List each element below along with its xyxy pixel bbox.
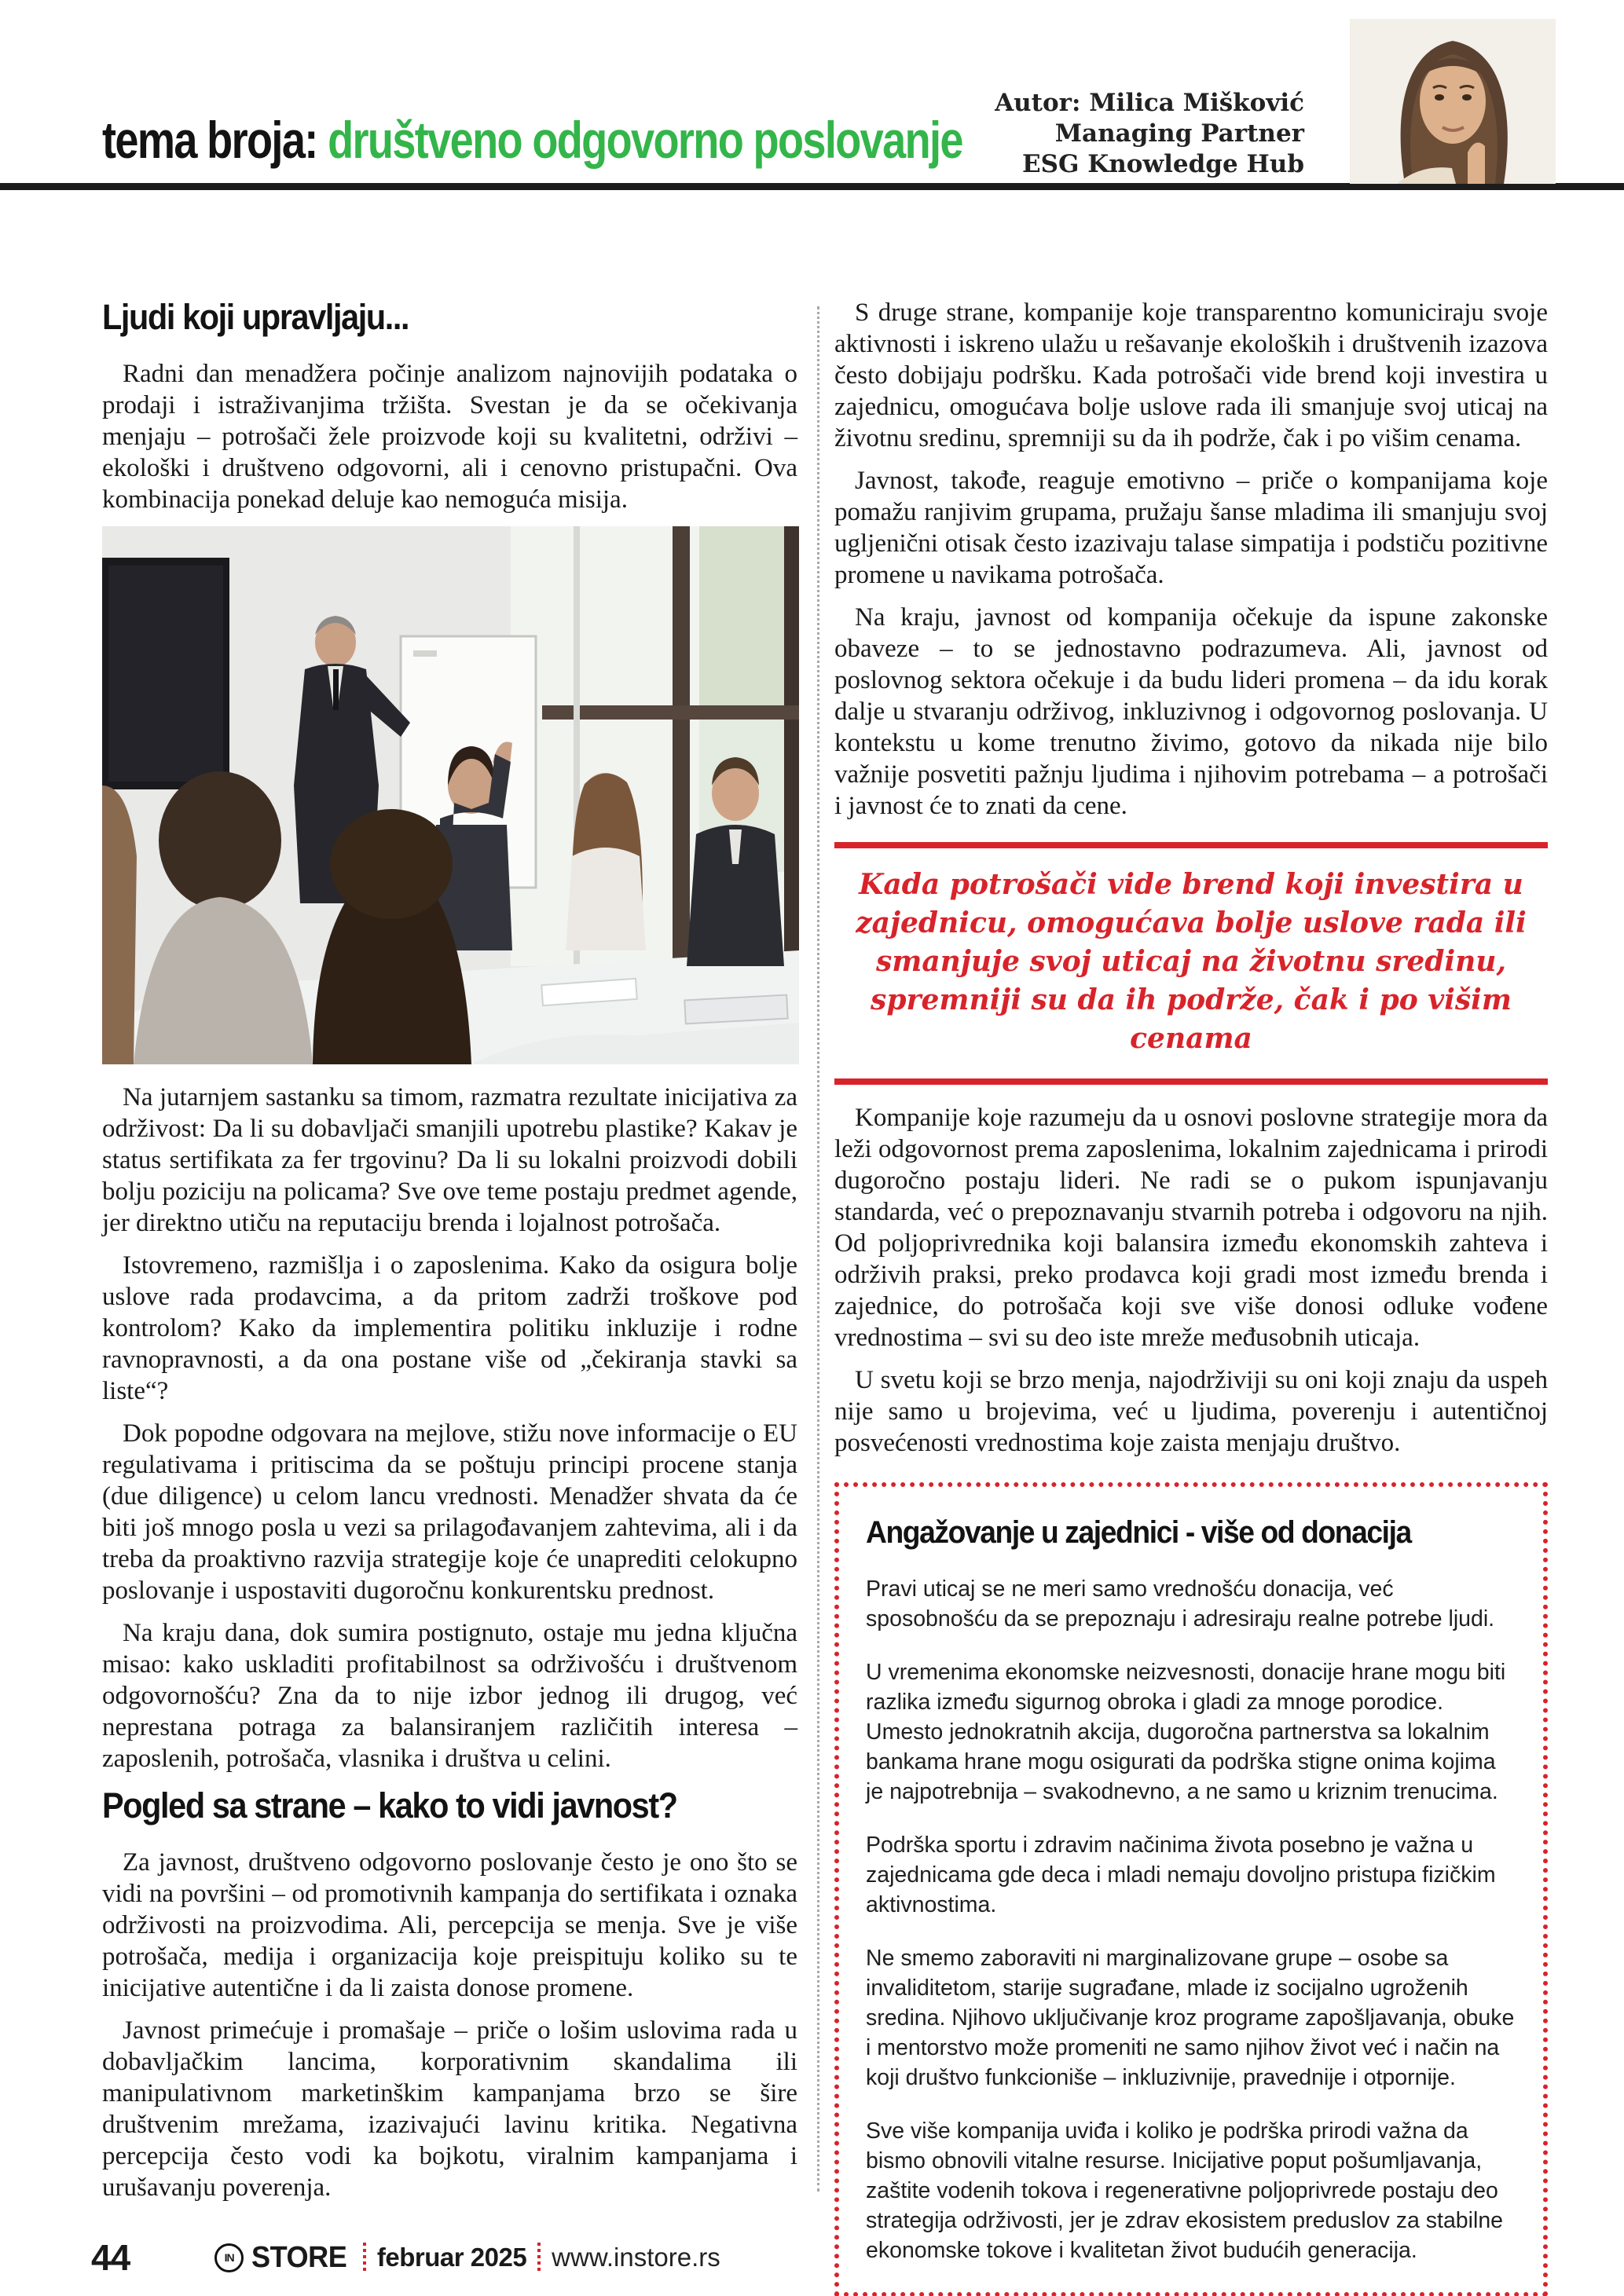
right-column — [834, 297, 1548, 2296]
body-paragraph: S druge strane, kompanije koje transparentno komuniciraju svoje aktivnosti i iskreno ulažu u rešavanje ekoloških i društvenih izazova često dobijaju podršku. Kada potrošači vide brend koji investira u zajednicu, omogućava bolje uslove rada ili smanjuje svoj uticaj na životnu sredinu, spremniji su da ih podrže, čak i po višim cenama. — [834, 298, 1548, 452]
pull-quote-rule-top — [834, 842, 1548, 848]
issue-date: februar 2025 — [376, 2243, 527, 2272]
page-number: 44 — [91, 2237, 130, 2278]
body-paragraph: Radni dan menadžera počinje analizom najnovijih podataka o prodaji i istraživanjima tržišta. Svestan je da se očekivanja menjaju – potrošači žele proizvode koji su kvalitetni, održivi – ekološki i društveno odgovorni, ali i cenovno pristupačni. Ova kombinacija ponekad deluje kao nemoguća misija. — [102, 360, 797, 514]
author-org: ESG Knowledge Hub — [1022, 150, 1304, 178]
left-column — [102, 297, 797, 2214]
body-paragraph: Za javnost, društveno odgovorno poslovanje često je ono što se vidi na površini – od promotivnih kampanja do sertifikata i oznaka održivosti na proizvodima. Ali, percepcija se menja. Sve je više potrošača, medija i organizacija koje preispituju koliko su te inicijative autentične i da li zaista donose promene. — [102, 1848, 797, 2002]
body-paragraph: Na jutarnjem sastanku sa timom, razmatra rezultate inicijativa za održivost: Da li su dobavljači smanjili upotrebu plastike? Kakav je status sertifikata za fer trgovinu? Da li su lokalni proizvodi dobili bolju poziciju na policama? Sve ove teme postaju predmet agende, jer direktno utiču na reputaciju brenda i lojalnost potrošača. — [102, 1083, 797, 1237]
body-paragraph: Istovremeno, razmišlja i o zaposlenima. Kako da osigura bolje uslove rada prodavcima, a da pritom zadrži troškove pod kontrolom? Kako da implementira politiku inkluzije i rodne ravnopravnosti, a da ona postane više od „čekiranja stavki sa liste“? — [102, 1251, 797, 1405]
body-paragraph: Kompanije koje razumeju da u osnovi poslovne strategije mora da leži odgovornost prema zaposlenima, lokalnim zajednicama i prirodi dugoročno postaju lideri. Ne radi se o pukom ispunjavanju standarda, već o prepoznavanju stvarnih potreba i odgovoru na njih. Od poljoprivrednika koji balansira između ekonomskih zahteva i održivih praksi, preko prodavca koji gradi most između brenda i zajednice, do potrošača koji sve više donosi odluke vođene vrednostima – svi su deo iste mreže međusobnih uticaja. — [834, 1104, 1548, 1352]
body-paragraph: Na kraju, javnost od kompanija očekuje da ispune zakonske obaveze – to se jednostavno podrazumeva. Ali, javnost od poslovnog sektora očekuje i da budu lideri promena – da idu korak dalje u stvaranju održivog, inkluzivnog i odgovornog poslovanja. U kontekstu u kome trenutno živimo, gotovo da nikada nije bilo važnije posvetiti pažnju ljudima i njihovim potrebama – a potrošači i javnost će to znati da cene. — [834, 603, 1548, 820]
body-paragraph: Javnost, takođe, reaguje emotivno – priče o kompanijama koje pomažu ranjivim grupama, pružaju šanse mladima ili smanjuju svoj ugljenični otisak često izazivaju talase simpatija i podstiču pozitivne promene u navikama potrošača. — [834, 467, 1548, 589]
column-divider — [817, 306, 819, 2192]
title-topic: društveno odgovorno poslovanje — [328, 111, 962, 169]
author-portrait-illustration — [1350, 19, 1556, 184]
author-name: Autor: Milica Mišković — [995, 89, 1304, 117]
body-paragraph: Na kraju dana, dok sumira postignuto, ostaje mu jedna ključna misao: kako uskladiti profitabilnost sa održivošću i društvenom odgovornošću? Zna da to nije izbor jednog ili drugog, već neprestana potraga za balansiranjem različitih interesa – zaposlenih, potrošača, vlasnika i društva u celini. — [102, 1619, 797, 1773]
footer-separator-icon — [537, 2243, 541, 2272]
community-engagement-box — [834, 1482, 1548, 2296]
footer — [91, 2236, 1191, 2280]
box-paragraph: U vremenima ekonomske neizvesnosti, donacije hrane mogu biti razlika između sigurnog obroka i gladi za mnoge porodice. Umesto jednokratnih akcija, dugoročna partnerstva sa lokalnim bankama hrane mogu osigurati da podrška stigne onima kojima je najpotrebnija – svakodnevno, a ne samo u kriznim trenucima. — [866, 1660, 1506, 1804]
page-title — [102, 110, 1004, 170]
box-paragraph: Podrška sportu i zdravim načinima života posebno je važna u zajednicama gde deca i mladi nemaju dovoljno pristupa fizičkim aktivnostima. — [866, 1833, 1496, 1917]
section-heading-public-view: Pogled sa strane – kako to vidi javnost? — [102, 1785, 677, 1825]
title-kicker: tema broja: — [102, 111, 317, 169]
meeting-photo — [102, 526, 799, 1064]
header-rule — [0, 183, 1624, 190]
box-paragraph: Ne smemo zaboraviti ni marginalizovane grupe – osobe sa invaliditetom, starije sugrađane, mlade iz socijalno ugroženih sredina. Njihovo uključivanje kroz programe zapošljavanja, obuke i mentorstvo može promeniti ne samo njihov život već i način na koji društvo funkcioniše – inkluzivnije, pravednije i otpornije. — [866, 1946, 1515, 2090]
meeting-photo-illustration — [102, 526, 799, 1064]
author-portrait-photo — [1350, 19, 1556, 184]
box-paragraph: Pravi uticaj se ne meri samo vrednošću donacija, već sposobnošću da se prepoznaju i adresiraju realne potrebe ljudi. — [866, 1576, 1495, 1631]
pull-quote: Kada potrošači vide brend koji investira u zajednicu, omogućava bolje uslove rada ili smanjuje svoj uticaj na životnu sredinu, spremniji su da ih podrže, čak i po višim cenama — [856, 868, 1527, 1055]
store-logo-text: STORE — [251, 2240, 347, 2274]
body-paragraph: Dok popodne odgovara na mejlove, stižu nove informacije o EU regulativama i pritiscima da se poštuju principi procene stanja (due diligence) u celom lancu vrednosti. Menadžer shvata da će biti još mnogo posla u vezi sa prilagođavanjem zahtevima, ali i da treba da proaktivno razvija strategije koje će unaprediti celokupno poslovanje i uspostaviti dugoročnu konkurentsku prednost. — [102, 1419, 797, 1605]
author-block — [911, 88, 1304, 180]
website-url: www.instore.rs — [552, 2243, 720, 2272]
section-heading-people: Ljudi koji upravljaju... — [102, 297, 409, 337]
box-paragraph: Sve više kompanija uviđa i koliko je podrška prirodi važna da bismo obnovili vitalne resurse. Inicijative poput pošumljavanja, zaštite vodenih tokova i regenerativne poljoprivrede postaju deo strategija održivosti, jer je zdrav ekosistem preduslov za stabilne ekonomske tokove i kvalitetan život budućih generacija. — [866, 2118, 1504, 2263]
pull-quote-rule-bottom — [834, 1078, 1548, 1085]
box-heading: Angažovanje u zajednici - više od donacija — [866, 1515, 1411, 1550]
footer-separator-icon — [363, 2243, 366, 2272]
body-paragraph: U svetu koji se brzo menja, najodrživiji su oni koji znaju da uspeh nije samo u brojevima, već u ljudima, poverenju i autentičnoj posvećenosti vrednostima koje zaista menjaju društvo. — [834, 1366, 1548, 1457]
author-role: Managing Partner — [1054, 119, 1304, 148]
store-logo — [214, 2241, 352, 2275]
body-paragraph: Javnost primećuje i promašaje – priče o lošim uslovima rada u dobavljačkim lancima, korporativnim skandalima ili manipulativnom marketinškim kampanjama brzo se šire društvenim mrežama, izazivajući lavinu kritika. Negativna percepcija često vodi ka bojkotu, viralnim kampanjama i urušavanju poverenja. — [102, 2016, 797, 2202]
in-circle-icon: IN — [214, 2243, 244, 2272]
